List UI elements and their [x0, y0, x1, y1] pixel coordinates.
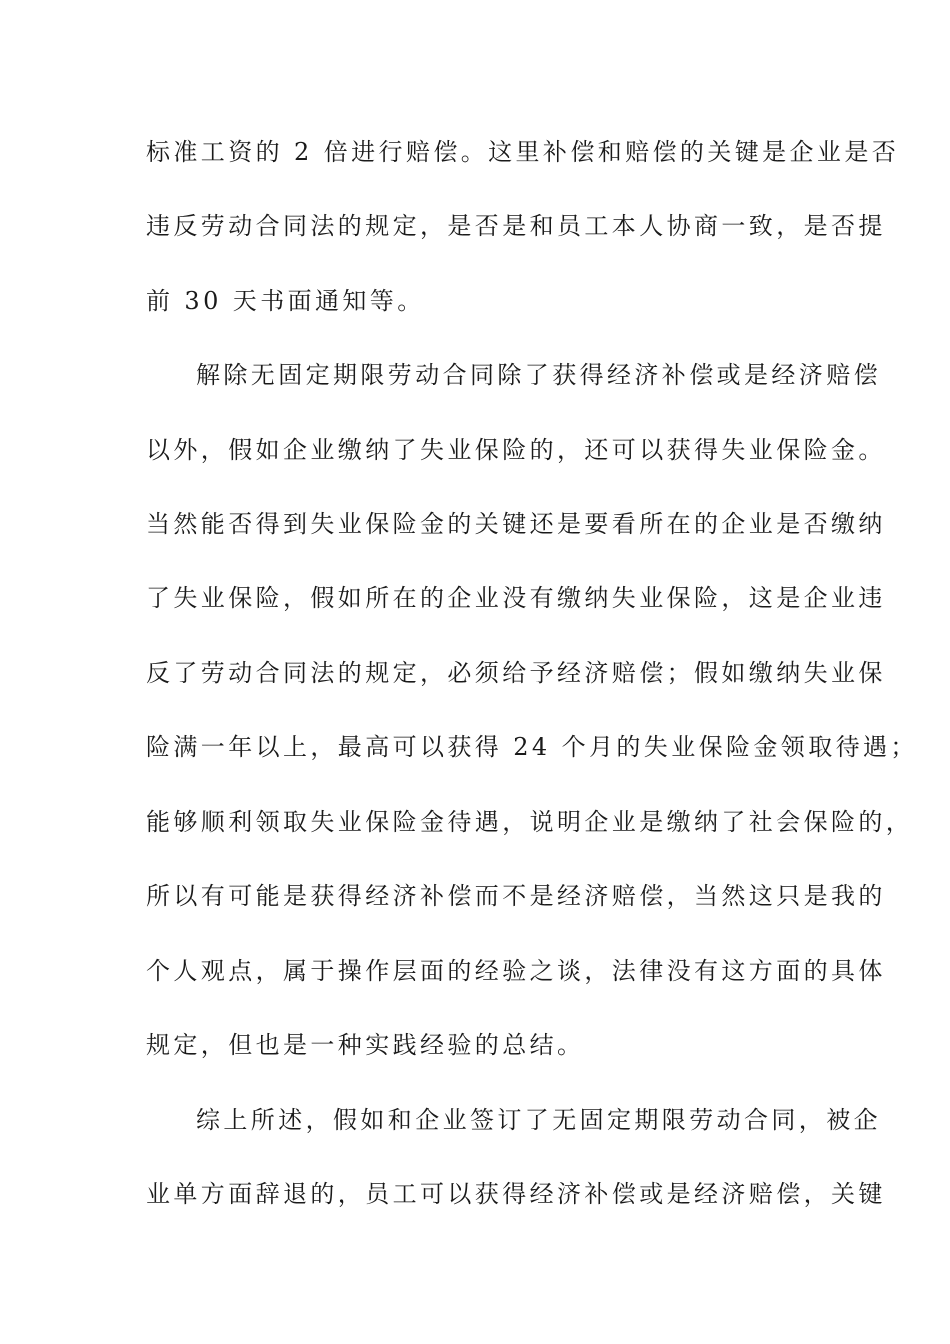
text-line-5: 以外，假如企业缴纳了失业保险的，还可以获得失业保险金。: [146, 436, 886, 464]
text-line-15: 业单方面辞退的，员工可以获得经济补偿或是经济赔偿，关键: [146, 1180, 886, 1208]
text-line-8: 反了劳动合同法的规定，必须给予经济赔偿；假如缴纳失业保: [146, 659, 886, 687]
paragraph-3-line-1: 综上所述，假如和企业签订了无固定期限劳动合同，被企: [196, 1106, 881, 1134]
text-line-3: 前 30 天书面通知等。: [146, 287, 425, 315]
text-line-13: 规定，但也是一种实践经验的总结。: [146, 1031, 585, 1059]
text-line-2: 违反劳动合同法的规定，是否是和员工本人协商一致，是否提: [146, 212, 886, 240]
text-line-7: 了失业保险，假如所在的企业没有缴纳失业保险，这是企业违: [146, 584, 886, 612]
text-line-1: 标准工资的 2 倍进行赔偿。这里补偿和赔偿的关键是企业是否: [146, 138, 900, 166]
text-line-9: 险满一年以上，最高可以获得 24 个月的失业保险金领取待遇；: [146, 733, 918, 761]
text-line-11: 所以有可能是获得经济补偿而不是经济赔偿，当然这只是我的: [146, 882, 886, 910]
paragraph-2-line-1: 解除无固定期限劳动合同除了获得经济补偿或是经济赔偿: [196, 361, 881, 389]
text-line-6: 当然能否得到失业保险金的关键还是要看所在的企业是否缴纳: [146, 510, 886, 538]
text-line-10: 能够顺利领取失业保险金待遇，说明企业是缴纳了社会保险的，: [146, 808, 914, 836]
text-line-12: 个人观点，属于操作层面的经验之谈，法律没有这方面的具体: [146, 957, 886, 985]
